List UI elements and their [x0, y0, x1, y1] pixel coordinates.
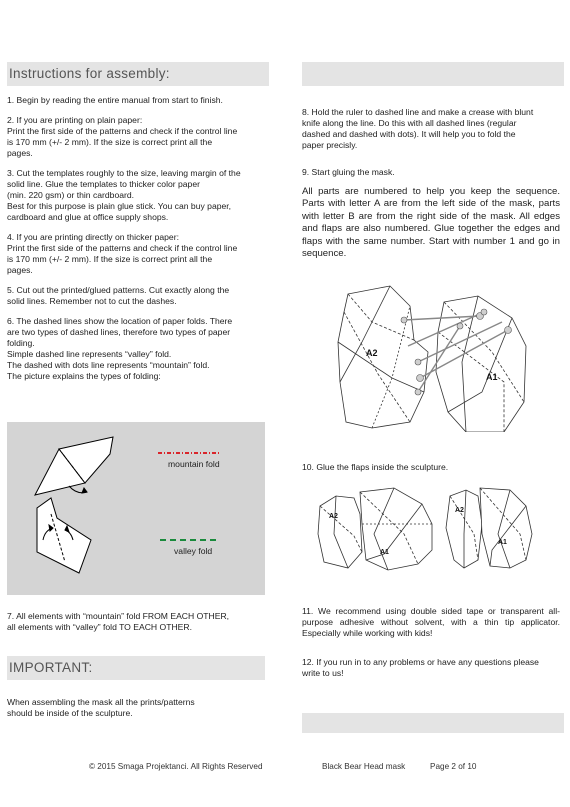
flaps-view-right: [446, 488, 532, 568]
right-bottom-bar: [302, 713, 564, 733]
step-4: 4. If you are printing directly on thicker paper: Print the first side of the patterns and check if the control line is 170 mm (+/- 2 mm). If the size is correct print all the pages.: [7, 232, 238, 275]
flaps-diagram: [314, 484, 534, 572]
flaps-right-a1-label: A1: [498, 539, 507, 546]
right-top-bar: [302, 62, 564, 86]
step-10: 10. Glue the flaps inside the sculpture.: [302, 462, 449, 472]
part-a2-label: A2: [366, 348, 378, 358]
footer-page-number: Page 2 of 10: [430, 762, 477, 771]
mountain-fold-label: mountain fold: [168, 459, 220, 469]
step-5: 5. Cut out the printed/glued patterns. Cut exactly along the solid lines. Remember not to cut the dashes.: [7, 285, 230, 306]
step-9: 9. Start gluing the mask.: [302, 167, 395, 177]
part-a1-label: A1: [486, 372, 498, 382]
flaps-a1-label: A1: [380, 549, 389, 556]
left-instructions: [7, 95, 269, 382]
mountain-fold-paper: [35, 437, 113, 495]
step-7: 7. All elements with “mountain” fold FROM EACH OTHER, all elements with “valley” fold TO EACH OTHER.: [7, 611, 230, 632]
step-3: 3. Cut the templates roughly to the size, leaving margin of the solid line. Glue the templates to thicker color paper (min. 220 gsm) or thin cardboard. Best for this purpose is plain glue stick. You can buy paper, cardboard and glue at office supply shops.: [7, 168, 241, 222]
flaps-view-left: [318, 488, 432, 570]
step-8: 8. Hold the ruler to dashed line and make a crease with blunt knife along the line. Do this with all dashed lines (regular dashed and dashed with dots). It will help you to fold the paper precisly.: [302, 107, 534, 150]
valley-fold-paper: [37, 498, 91, 573]
flaps-a2-label: A2: [329, 513, 338, 520]
step-11: 11. We recommend using double sided tape or transparent all-purpose adhesive without solvent, with a thin tip applicator. Especially while working with kids!: [302, 606, 560, 638]
step-2: 2. If you are printing on plain paper: Print the first side of the patterns and check if the control line is 170 mm (+/- 2 mm). If the size is correct print all the pages.: [7, 115, 238, 158]
step-1: 1. Begin by reading the entire manual from start to finish.: [7, 95, 223, 105]
assembly-heading-bar: [7, 62, 269, 86]
important-heading: IMPORTANT:: [9, 660, 93, 675]
right-column: [302, 62, 564, 86]
fold-types-figure: [7, 422, 265, 595]
mask-gluing-diagram: [332, 282, 532, 432]
assembly-heading: Instructions for assembly:: [9, 66, 170, 81]
important-heading-bar: [7, 656, 265, 680]
fold-illustrations: [7, 422, 265, 595]
step-9-body: All parts are numbered to help you keep the sequence. Parts with letter A are from the left side of the mask, parts with letter B are from the right side of the mask. All edges and flaps are also numbered. Glue together the edges and flaps with the same number. Start with number 1 and go in sequence.: [302, 186, 560, 260]
valley-fold-label: valley fold: [174, 546, 213, 556]
footer-product-name: Black Bear Head mask: [322, 762, 406, 771]
step-6: 6. The dashed lines show the location of paper folds. There are two types of dashed lines, therefore two types of paper folding. Simple dashed line represents “valley” fold. The dashed with dots line represents “mountain” fold. The picture explains the types of folding:: [7, 316, 233, 381]
left-column: [7, 62, 269, 391]
footer-copyright: © 2015 Smaga Projektanci. All Rights Reserved: [89, 762, 263, 771]
part-a2-outline: [338, 286, 428, 428]
step-12: 12. If you run in to any problems or have any questions please write to us!: [302, 657, 539, 678]
flaps-right-a2-label: A2: [455, 507, 464, 514]
important-text: When assembling the mask all the prints/patterns should be inside of the sculpture.: [7, 697, 195, 718]
